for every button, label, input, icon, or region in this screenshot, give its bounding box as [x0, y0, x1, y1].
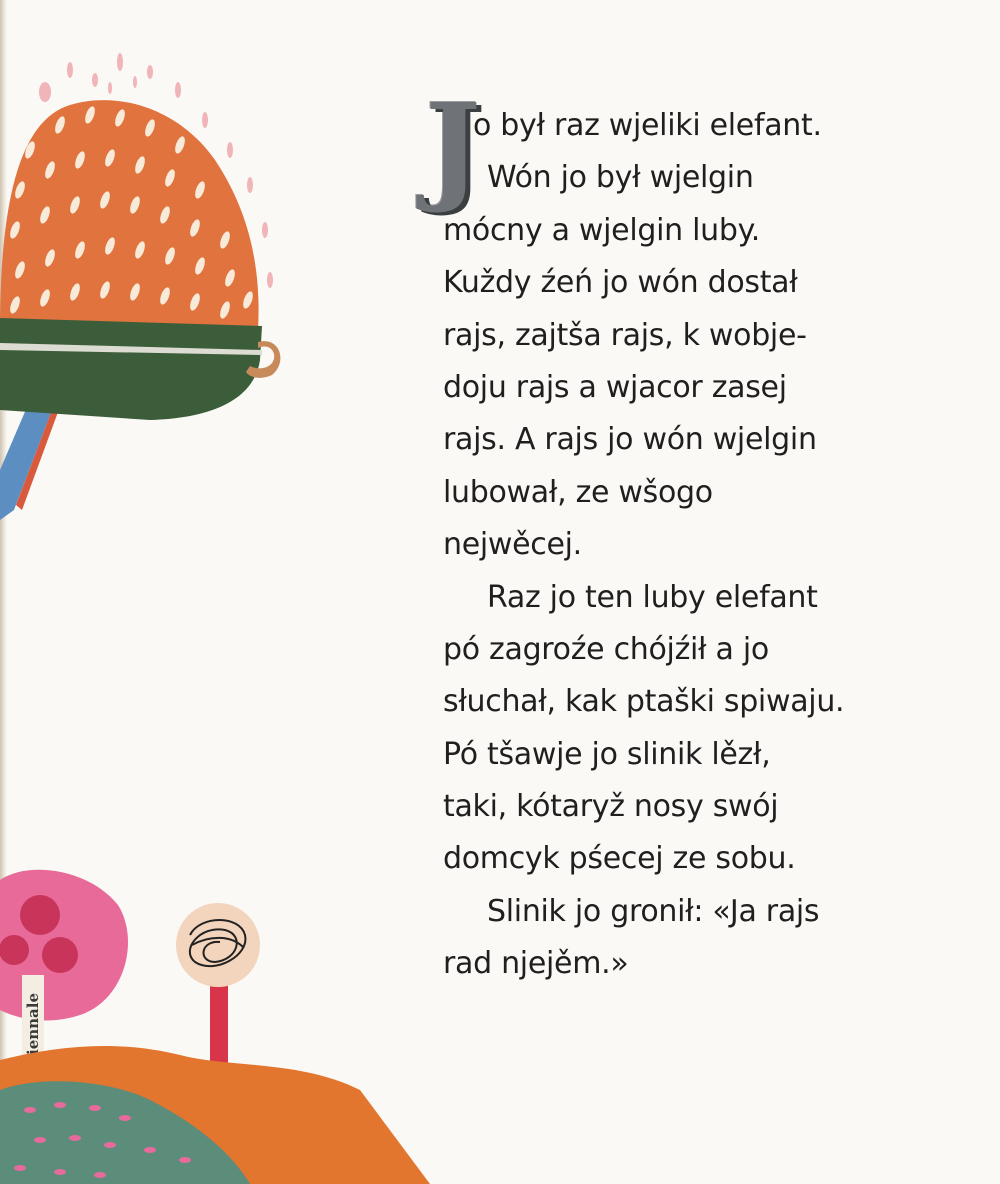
story-line: rajs. A rajs jo wón wjelgin — [443, 422, 817, 458]
story-line: Slinik jo gronił: «Ja rajs — [487, 893, 820, 929]
story-line: doju rajs a wjacor zasej — [443, 369, 787, 405]
story-line: słuchał, kak ptaški spiwaju. — [443, 684, 845, 720]
story-line: Raz jo ten luby elefant — [487, 579, 818, 615]
label-strip-text: iennale — [24, 992, 42, 1055]
drop-cap: J — [425, 77, 481, 216]
story-line: Wón jo był wjelgin — [487, 160, 754, 196]
story-line: rad njejěm.» — [443, 946, 629, 982]
story-text — [425, 77, 913, 991]
spoon-handle — [0, 400, 52, 520]
story-line: lubował, ze wšogo — [443, 474, 713, 510]
story-line: mócny a wjelgin luby. — [443, 212, 760, 248]
story-line: taki, kótaryž nosy swój — [443, 789, 779, 825]
story-line: Kuždy źeń jo wón dostał — [443, 265, 798, 301]
tree-fruit — [20, 895, 60, 935]
rice-mound — [0, 100, 259, 330]
story-line: o był raz wjeliki elefant. — [473, 108, 822, 143]
bowl — [0, 318, 262, 420]
tree-fruit — [42, 937, 78, 973]
story-line: Pó tšawje jo slinik lězł, — [443, 736, 771, 772]
story-line: pó zagroźe chójźił a jo — [443, 631, 769, 667]
signpost-disc — [176, 903, 260, 987]
story-line: domcyk pśecej ze sobu. — [443, 841, 796, 877]
tree-fruit — [0, 935, 29, 965]
story-line: rajs, zajtša rajs, k wobje- — [443, 317, 807, 353]
story-line: nejwěcej. — [443, 527, 582, 563]
collage-illustration — [0, 0, 440, 1184]
